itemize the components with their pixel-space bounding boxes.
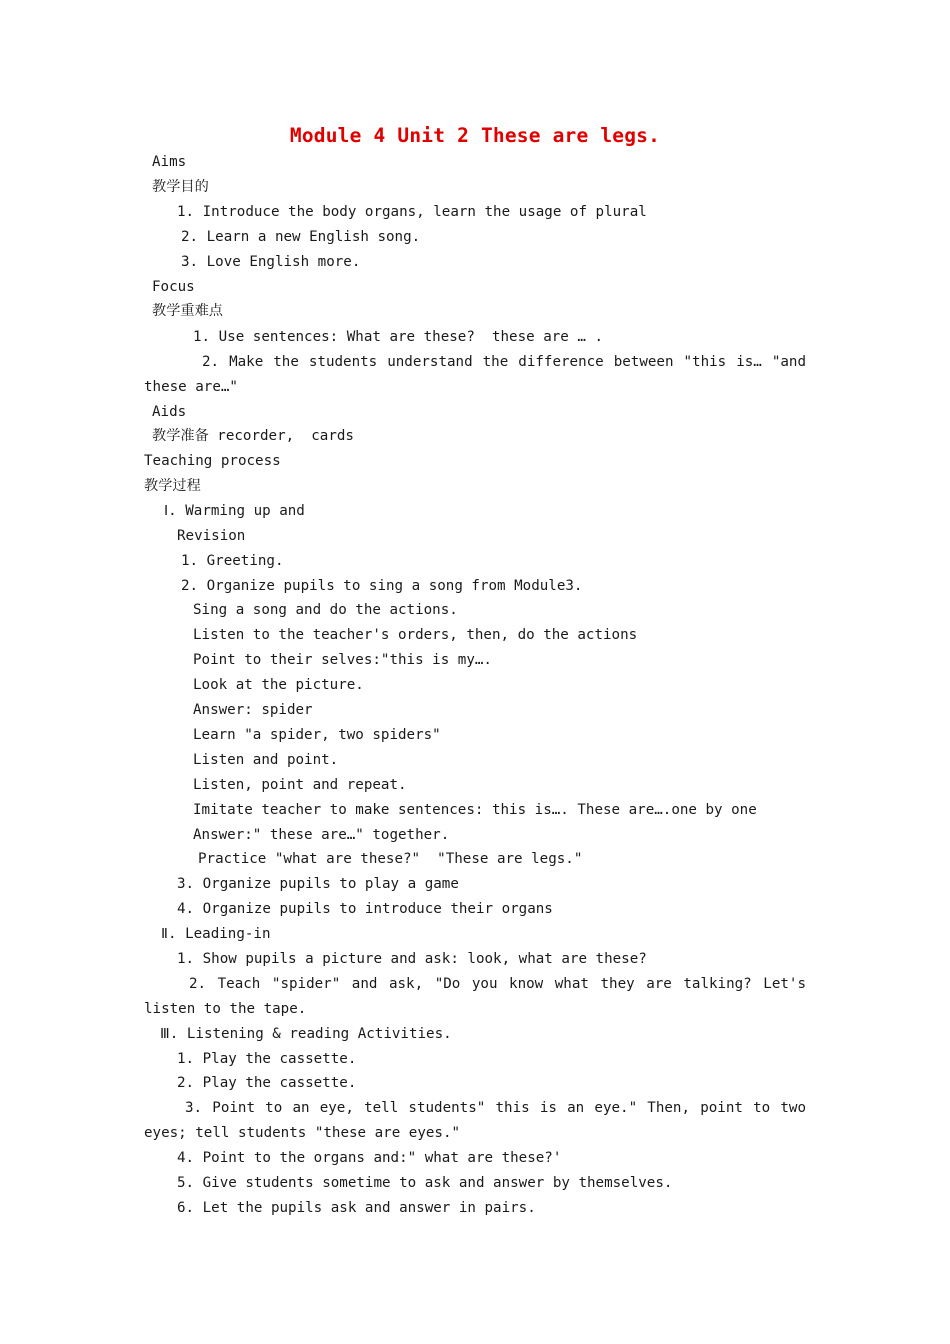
- section1-item-4: 4. Organize pupils to introduce their organs: [177, 901, 553, 917]
- section2-item-2: 2. Teach "spider" and ask, "Do you know what they are talking? Let's: [189, 976, 806, 992]
- section1-practice: Practice "what are these?" "These are legs.": [198, 851, 583, 867]
- aids-heading-en: Aids: [152, 404, 187, 420]
- focus-heading-en: Focus: [152, 279, 195, 295]
- focus-item-2-cont: these are…": [144, 379, 238, 395]
- aims-heading-cn: 教学目的: [152, 179, 209, 195]
- section3-item-3-cont: eyes; tell students "these are eyes.": [144, 1125, 461, 1141]
- section1-step: Imitate teacher to make sentences: this is…. These are….one by one: [193, 802, 757, 818]
- section3-item-2: 2. Play the cassette.: [177, 1075, 357, 1091]
- aids-line-cn: 教学准备 recorder, cards: [152, 428, 354, 444]
- process-heading-cn: 教学过程: [144, 478, 201, 494]
- section2-heading: Ⅱ. Leading-in: [161, 926, 271, 942]
- section1-step: Learn "a spider, two spiders": [193, 727, 441, 743]
- section1-heading-cont: Revision: [177, 528, 246, 544]
- aims-item-1: 1. Introduce the body organs, learn the usage of plural: [177, 204, 647, 220]
- section3-heading: Ⅲ. Listening & reading Activities.: [160, 1026, 452, 1042]
- section2-item-1: 1. Show pupils a picture and ask: look, what are these?: [177, 951, 647, 967]
- aims-heading-en: Aims: [152, 154, 187, 170]
- section1-heading: Ⅰ. Warming up and: [164, 503, 305, 519]
- aims-item-2: 2. Learn a new English song.: [181, 229, 421, 245]
- section1-step: Answer: spider: [193, 702, 313, 718]
- focus-item-2: 2. Make the students understand the difference between "this is… "and: [202, 354, 806, 370]
- focus-item-1: 1. Use sentences: What are these? these are … .: [193, 329, 603, 345]
- section3-item-3: 3. Point to an eye, tell students" this is an eye." Then, point to two: [185, 1100, 806, 1116]
- focus-heading-cn: 教学重难点: [152, 303, 223, 319]
- section1-step: Answer:" these are…" together.: [193, 827, 450, 843]
- section2-item-2-cont: listen to the tape.: [144, 1001, 307, 1017]
- section1-step: Listen and point.: [193, 752, 339, 768]
- section1-step: Sing a song and do the actions.: [193, 602, 458, 618]
- section1-step: Listen to the teacher's orders, then, do the actions: [193, 627, 638, 643]
- section1-item-1: 1. Greeting.: [181, 553, 284, 569]
- section1-item-3: 3. Organize pupils to play a game: [177, 876, 459, 892]
- section1-item-2: 2. Organize pupils to sing a song from Module3.: [181, 578, 583, 594]
- section1-step: Listen, point and repeat.: [193, 777, 407, 793]
- section3-item-4: 4. Point to the organs and:" what are these?': [177, 1150, 562, 1166]
- section1-step: Look at the picture.: [193, 677, 364, 693]
- section3-item-6: 6. Let the pupils ask and answer in pairs.: [177, 1200, 536, 1216]
- aims-item-3: 3. Love English more.: [181, 254, 361, 270]
- process-heading-en: Teaching process: [144, 453, 281, 469]
- section3-item-1: 1. Play the cassette.: [177, 1051, 357, 1067]
- section1-step: Point to their selves:"this is my….: [193, 652, 492, 668]
- section3-item-5: 5. Give students sometime to ask and answer by themselves.: [177, 1175, 673, 1191]
- page-title: Module 4 Unit 2 These are legs.: [289, 124, 661, 147]
